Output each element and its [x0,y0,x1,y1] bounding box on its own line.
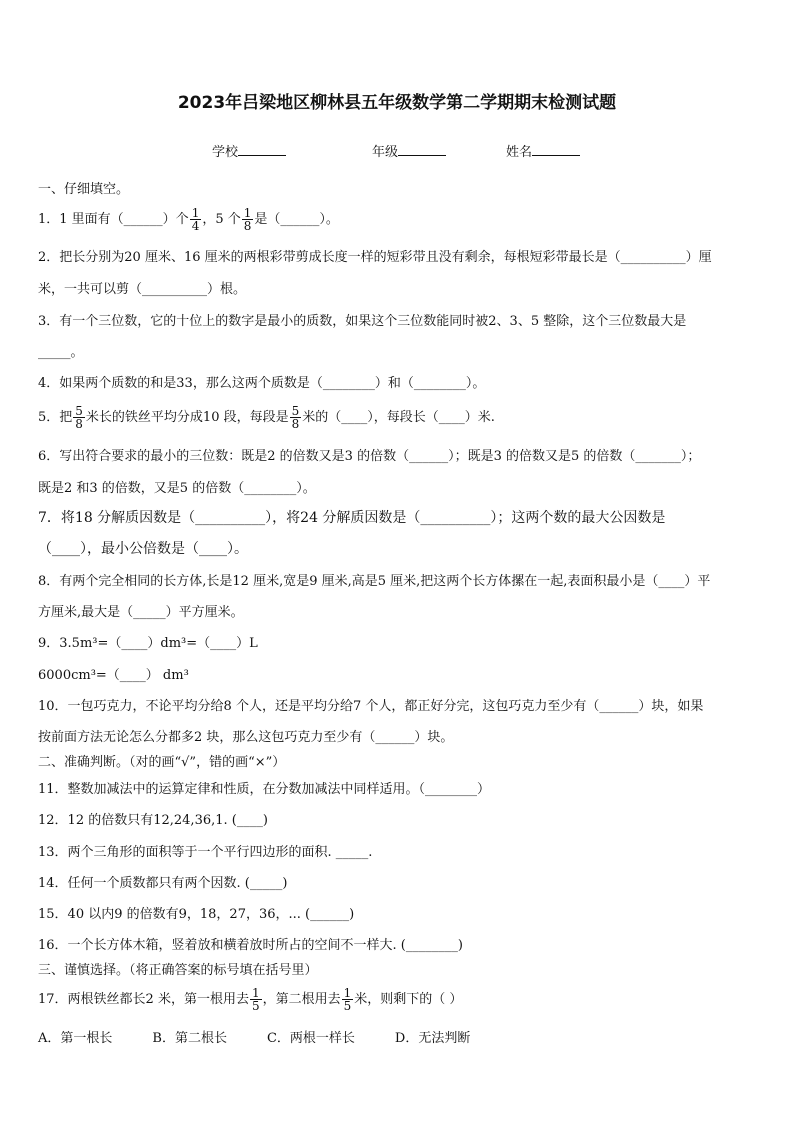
question-6-line-2: 既是2 和3 的倍数，又是5 的倍数（________）。 [38,481,316,496]
question-13: 13．两个三角形的面积等于一个平行四边形的面积. _____. [38,845,373,860]
q17-text-a: 17．两根铁丝都长2 米，第一根用去 [38,992,249,1007]
school-field [212,141,286,160]
page-title: 2023年吕梁地区柳林县五年级数学第二学期期末检测试题 [177,93,617,113]
question-15: 15．40 以内9 的倍数有9，18，27，36，... (______) [38,907,355,922]
choice-d[interactable]: D．无法判断 [394,1031,471,1046]
section-1-heading: 一、仔细填空。 [38,182,130,197]
question-2-line-1: 2．把长分别为20 厘米、16 厘米的两根彩带剪成长度一样的短彩带且没有剩余，每根短彩带最长是（__________）厘 [38,250,712,265]
name-label: 姓名 [506,145,533,160]
section-3-heading: 三、谨慎选择。（将正确答案的标号填在括号里） [38,963,318,978]
q1-text-a: 1．1 里面有（______）个 [38,212,189,227]
fraction-1-5-a: $\frac{1}{5}$ [251,986,260,1013]
question-3-line-1: 3．有一个三位数，它的十位上的数字是最小的质数，如果这个三位数能同时被2、3、5 整除，这个三位数最大是 [38,314,687,329]
question-1 [38,205,762,235]
question-10-line-2: 按前面方法无论怎么分都多2 块，那么这包巧克力至少有（______）块。 [38,730,454,745]
choice-a[interactable]: A．第一根长 [38,1031,113,1046]
section-2-heading: 二、准确判断。（对的画“√”，错的画“×”） [38,755,286,770]
q17-text-c: 米，则剩下的（ ） [354,992,463,1007]
question-8-line-2: 方厘米,最大是（_____）平方厘米。 [38,605,244,620]
choice-b[interactable]: B．第二根长 [152,1031,227,1046]
fraction-5-8-b: $\frac{5}{8}$ [291,404,300,431]
fraction-5-8-a: $\frac{5}{8}$ [75,404,83,431]
q5-text-a: 5．把 [38,410,73,425]
question-12: 12．12 的倍数只有12,24,36,1. (____) [38,813,268,828]
grade-field [372,141,446,160]
q17-text-b: ，第二根用去 [262,992,341,1007]
q1-text-c: 是（______）。 [254,212,339,227]
school-label: 学校 [212,145,239,160]
question-4: 4．如果两个质数的和是33，那么这两个质数是（________）和（________）。 [38,376,486,391]
question-7-line-1: 7．将18 分解质因数是（__________），将24 分解质因数是（__________）；这两个数的最大公因数是 [38,510,666,526]
question-9-line-1: 9．3.5m³=（____）dm³=（____）L [38,636,258,651]
question-5 [38,403,762,433]
grade-label: 年级 [372,145,399,160]
question-10-line-1: 10．一包巧克力，不论平均分给8 个人，还是平均分给7 个人，都正好分完，这包巧克力至少有（______）块，如果 [38,699,704,714]
question-2-line-2: 米，一共可以剪（__________）根。 [38,282,247,297]
question-7-line-2: （____），最小公倍数是（____）。 [38,541,248,557]
question-16: 16．一个长方体木箱，竖着放和横着放时所占的空间不一样大. (________) [38,938,463,953]
q5-text-b: 米长的铁丝平均分成10 段，每段是 [85,410,289,425]
choice-c[interactable]: C．两根一样长 [266,1031,355,1046]
question-3-line-2: _____。 [38,345,84,360]
q5-text-c: 米的（____），每段长（____）米. [302,410,495,425]
q1-text-b: ，5 个 [202,212,241,227]
name-field [506,141,580,160]
question-9-line-2: 6000cm³=（____） dm³ [38,668,189,683]
question-17 [38,985,762,1015]
question-8-line-1: 8．有两个完全相同的长方体,长是12 厘米,宽是9 厘米,高是5 厘米,把这两个长方体摞在一起,表面积最小是（____）平 [38,574,711,589]
question-14: 14．任何一个质数都只有两个因数. (_____) [38,876,288,891]
fraction-1-8: $\frac{1}{8}$ [243,206,252,233]
fraction-1-4: $\frac{1}{4}$ [191,206,200,233]
school-blank [238,143,286,156]
fraction-1-5-b: $\frac{1}{5}$ [343,986,352,1013]
question-17-choices [38,1030,762,1047]
question-6-line-1: 6．写出符合要求的最小的三位数：既是2 的倍数又是3 的倍数（______）；既是3 的倍数又是5 的倍数（_______）； [38,449,701,464]
name-blank [532,143,580,156]
grade-blank [398,143,446,156]
question-11: 11．整数加减法中的运算定律和性质，在分数加减法中同样适用。（________） [38,782,491,797]
